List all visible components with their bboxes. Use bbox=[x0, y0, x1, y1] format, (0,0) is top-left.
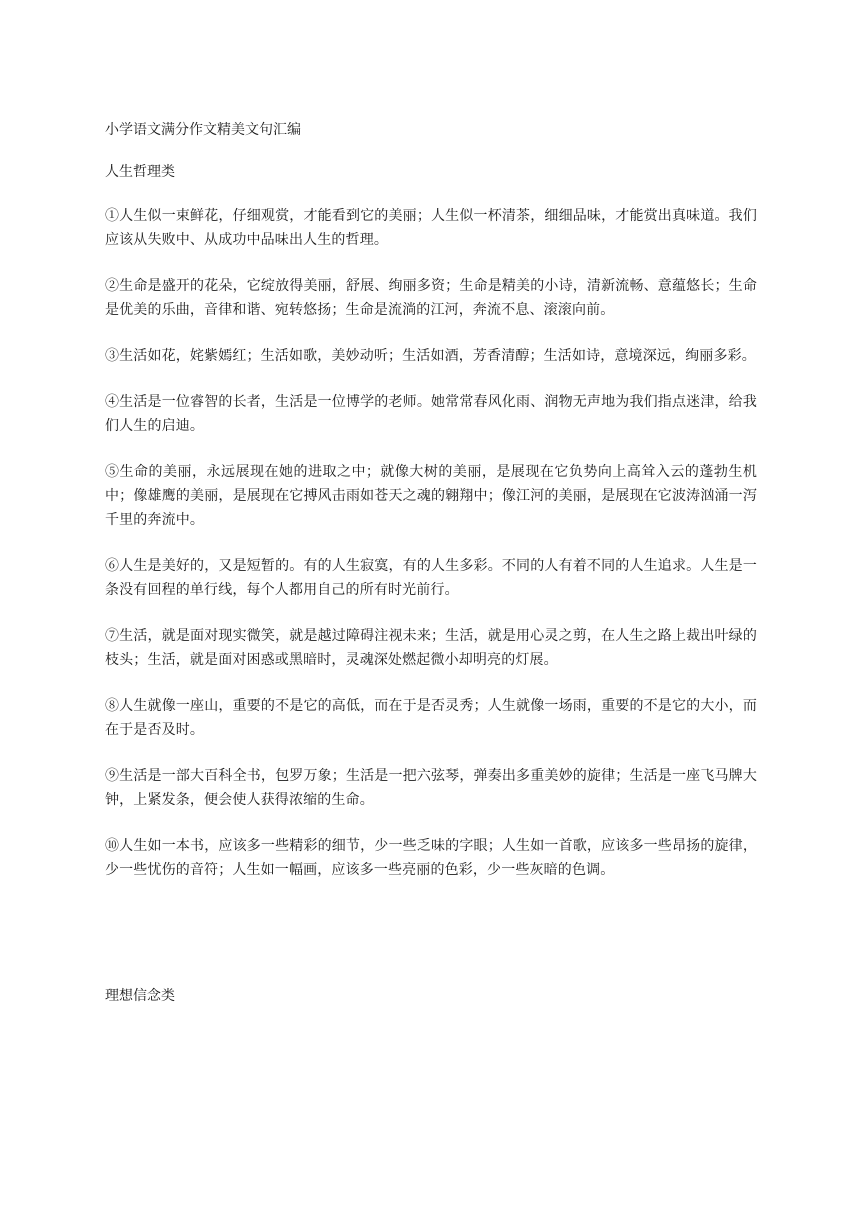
paragraph-8: ⑧人生就像一座山，重要的不是它的高低，而在于是否灵秀；人生就像一场雨，重要的不是它的大小，而在于是否及时。 bbox=[105, 698, 757, 738]
document-title: 小学语文满分作文精美文句汇编 bbox=[105, 122, 301, 138]
paragraph-7: ⑦生活，就是面对现实微笑，就是越过障碍注视未来；生活，就是用心灵之剪，在人生之路上裁出叶绿的枝头；生活，就是面对困惑或黑暗时，灵魂深处燃起微小却明亮的灯展。 bbox=[105, 628, 757, 668]
section-spacer bbox=[105, 904, 757, 986]
paragraph-9: ⑨生活是一部大百科全书，包罗万象；生活是一把六弦琴，弹奏出多重美妙的旋律；生活是一座飞马牌大钟，上紧发条，便会使人获得浓缩的生命。 bbox=[105, 768, 757, 808]
paragraph-4: ④生活是一位睿智的长者，生活是一位博学的老师。她常常春风化雨、润物无声地为我们指点迷津，给我们人生的启迪。 bbox=[105, 394, 757, 434]
document-content bbox=[105, 120, 757, 1028]
section-heading-life-philosophy: 人生哲理类 bbox=[105, 164, 175, 180]
paragraph-6: ⑥人生是美好的，又是短暂的。有的人生寂寞，有的人生多彩。不同的人有着不同的人生追求。人生是一条没有回程的单行线，每个人都用自己的所有时光前行。 bbox=[105, 558, 757, 598]
section-heading-ideals-beliefs: 理想信念类 bbox=[105, 988, 175, 1004]
paragraph-2: ②生命是盛开的花朵，它绽放得美丽，舒展、绚丽多资；生命是精美的小诗，清新流畅、意蕴悠长；生命是优美的乐曲，音律和谐、宛转悠扬；生命是流淌的江河，奔流不息、滚滚向前。 bbox=[105, 278, 757, 318]
paragraph-10: ⑩人生如一本书，应该多一些精彩的细节，少一些乏味的字眼；人生如一首歌，应该多一些昂扬的旋律，少一些忧伤的音符；人生如一幅画，应该多一些亮丽的色彩，少一些灰暗的色调。 bbox=[105, 838, 757, 878]
paragraph-3: ③生活如花，姹紫嫣红；生活如歌，美妙动听；生活如酒，芳香清醇；生活如诗，意境深远，绚丽多彩。 bbox=[105, 348, 756, 364]
paragraph-1: ①人生似一束鲜花，仔细观赏，才能看到它的美丽；人生似一杯清茶，细细品味，才能赏出真味道。我们应该从失败中、从成功中品味出人生的哲理。 bbox=[105, 208, 757, 248]
paragraph-5: ⑤生命的美丽，永远展现在她的进取之中；就像大树的美丽，是展现在它负势向上高耸入云的蓬勃生机中；像雄鹰的美丽，是展现在它搏风击雨如苍天之魂的翱翔中；像江河的美丽，是展现在它波涛汹涌一泻千里的奔流中。 bbox=[105, 464, 757, 528]
